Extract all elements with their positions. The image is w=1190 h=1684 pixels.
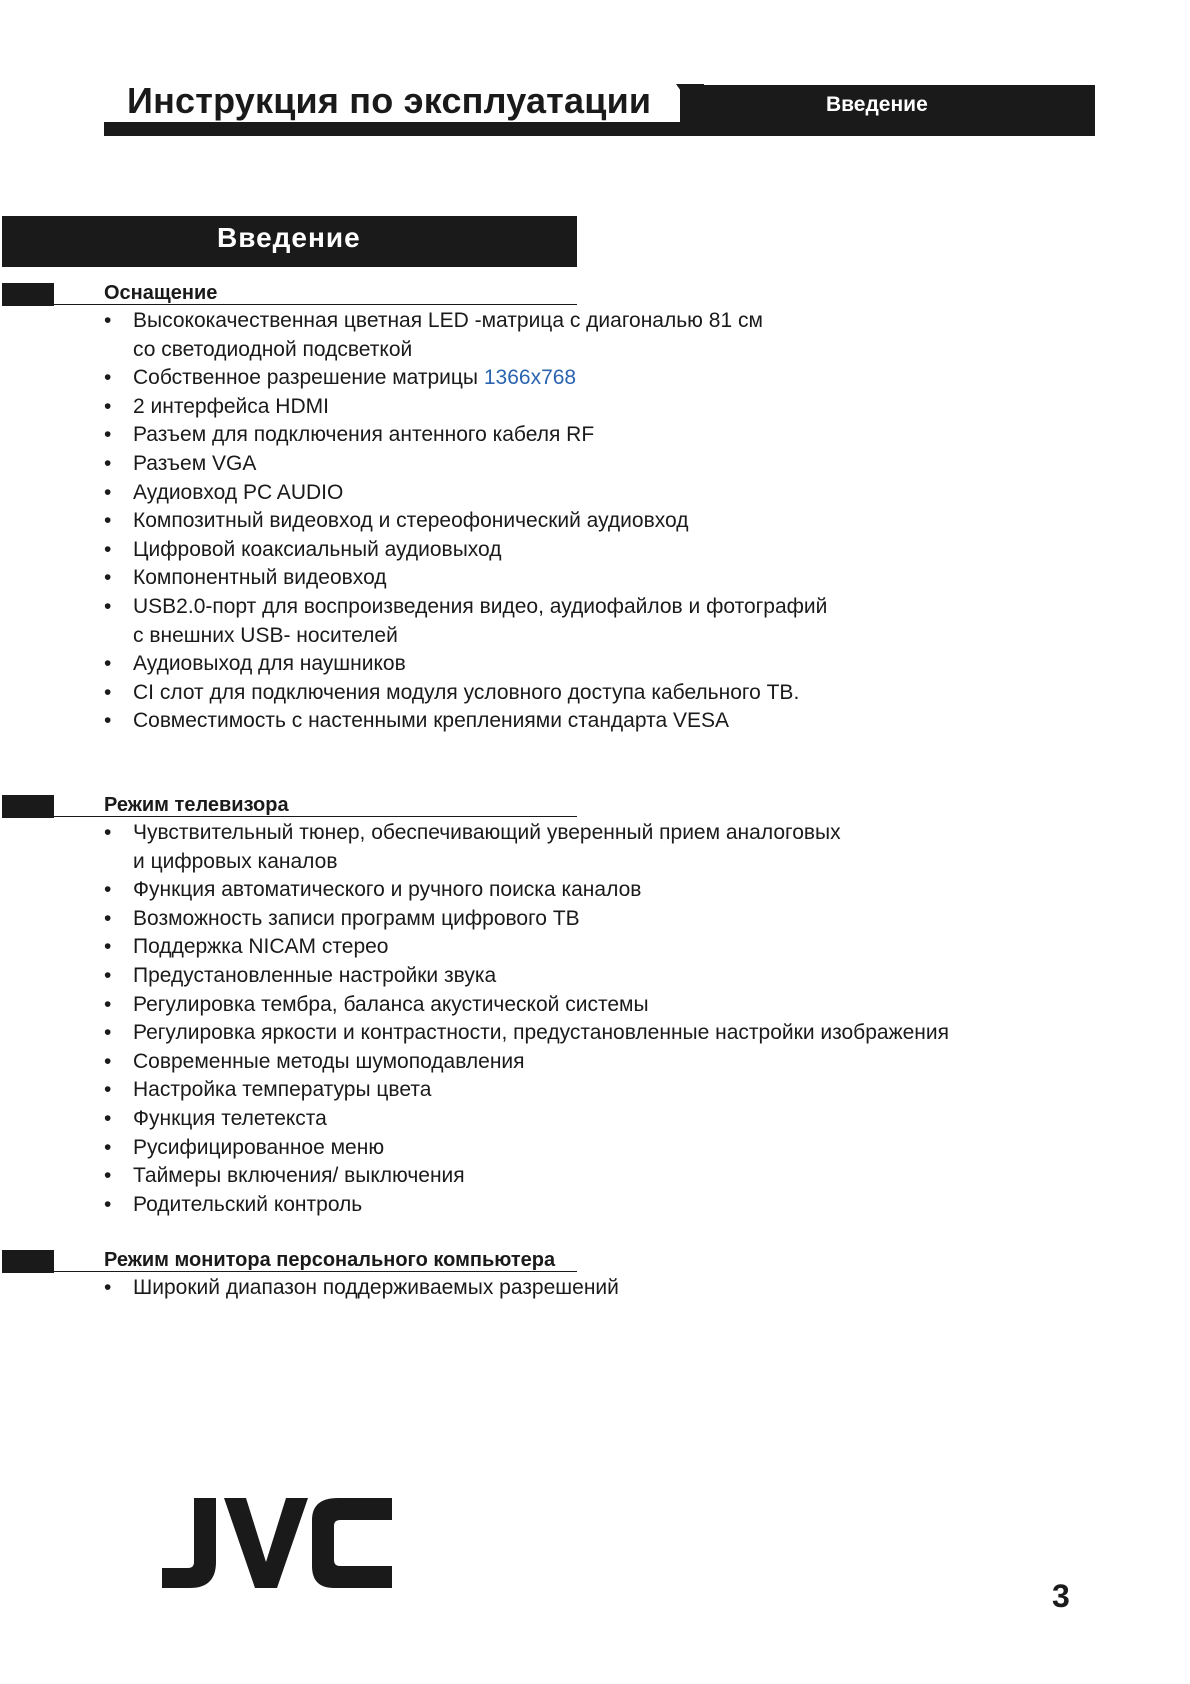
bullet: • [104,652,112,676]
bullet: • [104,566,112,590]
item-text: Аудиовход PC AUDIO [133,480,344,504]
list-item [104,393,827,422]
bullet: • [104,709,112,733]
bullet: • [104,1164,112,1188]
item-text: Аудиовыход для наушников [133,652,406,676]
list-item [104,1048,949,1077]
page-number: 3 [1052,1578,1070,1614]
list-item [104,593,827,650]
list-item [104,1162,949,1191]
item-text: Совместимость с настенными креплениями стандарта VESA [133,709,729,733]
tv-mode-marker [2,795,54,818]
tv-mode-rule [54,816,577,817]
list-item [104,905,949,934]
header-rule [104,122,1095,136]
item-text-line1: Чувствительный тюнер, обеспечивающий уверенный прием аналоговых [133,821,841,844]
bullet: • [104,394,112,418]
bullet: • [104,451,112,475]
bullet: • [104,878,112,902]
bullet: • [104,1276,112,1299]
bullet: • [104,1049,112,1073]
list-item [104,1134,949,1163]
bullet: • [104,821,112,844]
item-text: Разъем для подключения антенного кабеля RF [133,423,595,447]
equipment-list [104,307,827,736]
list-item [104,679,827,708]
bullet: • [104,423,112,447]
bullet: • [104,1078,112,1102]
equipment-rule [54,304,577,305]
item-text: Предустановленные настройки звука [133,963,497,987]
tv-mode-heading: Режим телевизора [104,794,289,816]
item-text-line2: и цифровых каналов [133,849,338,873]
list-item [104,1274,619,1303]
item-text: Возможность записи программ цифрового ТВ [133,906,580,930]
item-text-line2: с внешних USB- носителей [133,623,398,647]
list-item [104,1105,949,1134]
item-text: Настройка температуры цвета [133,1078,432,1102]
bullet: • [104,906,112,930]
list-item [104,933,949,962]
bullet: • [104,309,112,332]
list-item [104,707,827,736]
bullet: • [104,992,112,1016]
jvc-logo [162,1498,392,1588]
item-text: Поддержка NICAM стерео [133,935,389,959]
list-item [104,307,827,364]
item-text-line1: USB2.0-порт для воспроизведения видео, аудиофайлов и фотографий [133,594,828,618]
item-text: Композитный видеовход и стереофонический аудиовход [133,509,689,533]
pc-mode-heading: Режим монитора персонального компьютера [104,1249,556,1271]
tv-mode-list [104,819,949,1219]
bullet: • [104,594,112,618]
list-item [104,564,827,593]
list-item [104,1191,949,1220]
document-title: Инструкция по эксплуатации [127,80,652,121]
pc-mode-marker [2,1250,54,1273]
item-text: Собственное разрешение матрицы [133,366,484,390]
item-text: Функция автоматического и ручного поиска каналов [133,878,642,902]
pc-mode-rule [54,1271,577,1272]
bullet: • [104,1106,112,1130]
bullet: • [104,1021,112,1045]
item-text: Широкий диапазон поддерживаемых разрешений [133,1276,619,1299]
list-item [104,421,827,450]
header-tab-label: Введение [826,93,928,116]
list-item [104,536,827,565]
list-item [104,479,827,508]
item-text: Компонентный видеовход [133,566,387,590]
item-text: Функция телетекста [133,1106,327,1130]
list-item [104,962,949,991]
list-item [104,1019,949,1048]
list-item [104,450,827,479]
list-item [104,819,949,876]
item-text: 2 интерфейса HDMI [133,394,329,418]
bullet: • [104,366,112,390]
item-text: Родительский контроль [133,1192,363,1216]
list-item [104,507,827,536]
list-item [104,650,827,679]
bullet: • [104,1135,112,1159]
resolution-value: 1366x768 [483,366,577,390]
list-item [104,876,949,905]
item-text: Цифровой коаксиальный аудиовыход [133,537,502,561]
bullet: • [104,537,112,561]
pc-mode-list [104,1274,619,1303]
bullet: • [104,1192,112,1216]
item-text: Разъем VGA [133,451,257,475]
bullet: • [104,963,112,987]
section-title: Введение [217,222,361,253]
item-text: Современные методы шумоподавления [133,1049,525,1073]
item-text: CI слот для подключения модуля условного доступа кабельного ТВ. [133,680,800,704]
item-text: Таймеры включения/ выключения [133,1164,465,1188]
bullet: • [104,680,112,704]
equipment-marker [2,283,54,306]
bullet: • [104,509,112,533]
equipment-heading: Оснащение [104,282,218,304]
list-item [104,364,827,393]
item-text: Регулировка яркости и контрастности, предустановленные настройки изображения [133,1021,949,1045]
bullet: • [104,480,112,504]
item-text-line1: Высококачественная цветная LED -матрица с диагональю 81 см [133,309,763,332]
item-text: Русифицированное меню [133,1135,385,1159]
item-text-line2: со светодиодной подсветкой [133,337,413,361]
item-text: Регулировка тембра, баланса акустической системы [133,992,649,1016]
list-item [104,1076,949,1105]
bullet: • [104,935,112,959]
list-item [104,991,949,1020]
